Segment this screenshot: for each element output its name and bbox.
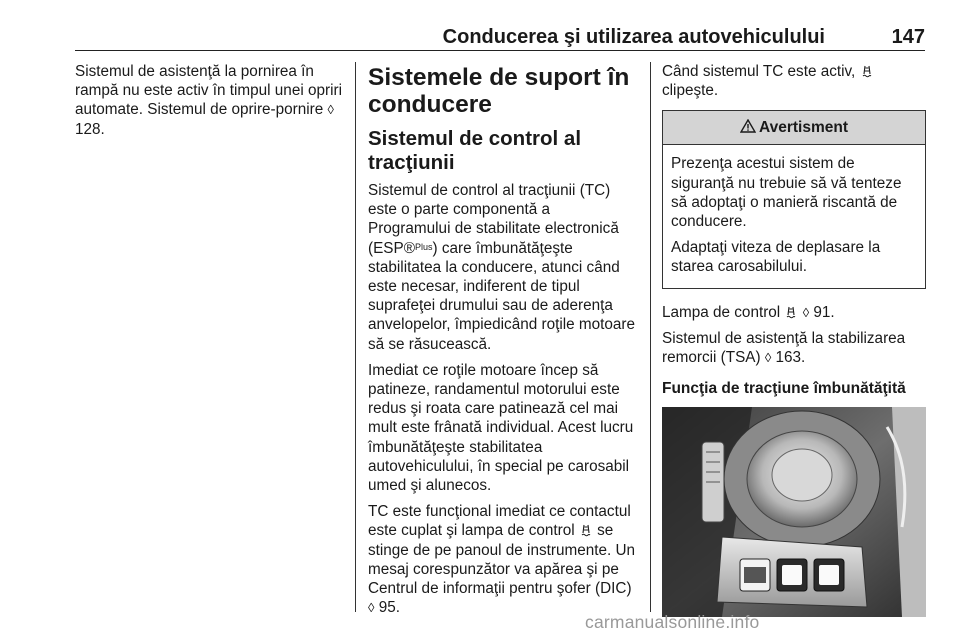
subsection-heading: Funcţia de tracţiune îmbunătăţită	[662, 380, 906, 398]
page-number: 147	[891, 26, 925, 48]
paragraph	[662, 62, 926, 100]
page-reference[interactable]: 91.	[813, 303, 835, 321]
column-right	[662, 62, 926, 617]
warning-title: Avertisment	[758, 119, 848, 137]
superscript: Plus	[414, 241, 433, 252]
traction-control-icon	[581, 524, 591, 537]
watermark: carmanualsonline.info	[585, 612, 760, 632]
paragraph-text: Lampa de control	[662, 303, 781, 321]
page-reference-arrow: ◊	[327, 102, 334, 118]
page-reference-arrow: ◊	[802, 304, 810, 320]
column-divider	[650, 62, 651, 612]
warning-text: Adaptaţi viteza de deplasare la starea carosabilului.	[671, 239, 881, 276]
paragraph-text: clipeşte.	[662, 82, 719, 100]
section-heading: Sistemele de suport în conducere	[368, 64, 630, 118]
paragraph-text: TC este funcţional imediat ce contactul este cuplat şi lampa de control	[368, 503, 631, 540]
warning-header	[663, 111, 925, 145]
paragraph	[662, 303, 926, 322]
paragraph: Imediat ce roţile motoare încep să patineze, randamentul motorului este redus şi roata care patinează cel mai mult este frânată individual. Acest lucru îmbunătăţeşte stabilitatea autovehiculului, în special pe carosabil umed şi alunecos.	[368, 361, 634, 495]
warning-text: Prezenţa acestui sistem de siguranţă nu trebuie să vă tenteze să adoptaţi o manieră riscantă de conducere.	[671, 155, 902, 231]
paragraph	[662, 329, 926, 367]
paragraph-text: ) care îmbunătăţeşte stabilitatea la conducere, atunci când este necesar, indiferent de tipul suprafeţei drumului sau de aderenţa anvelopelor, împiedicând roţile motoare să se răsucească.	[368, 239, 636, 353]
column-middle	[368, 62, 636, 624]
warning-box	[662, 110, 926, 288]
paragraph-text: Sistemul de control al tracţiunii (TC) este o parte componentă a Programului de stabilitate electronică (ESP®	[368, 182, 619, 257]
page-header	[75, 24, 925, 51]
paragraph	[75, 62, 343, 139]
page-reference-arrow: ◊	[368, 600, 375, 616]
paragraph-text: Sistemul de asistenţă la pornirea în rampă nu este activ în timpul unei opriri automate. Sistemul de oprire-pornire	[75, 63, 342, 119]
dashboard-switch-illustration	[662, 407, 926, 617]
column-divider	[355, 62, 356, 612]
dashboard-photo	[662, 407, 926, 617]
paragraph-text: Când sistemul TC este activ,	[662, 63, 856, 80]
subsection-heading: Sistemul de control al tracţiunii	[368, 127, 582, 174]
paragraph-text: se stinge de pe panoul de instrumente. Un mesaj corespunzător va apărea şi pe Centrul de informaţii pentru şofer (DIC)	[368, 522, 636, 598]
warning-body	[663, 145, 925, 287]
paragraph	[368, 181, 636, 354]
column-left	[75, 62, 343, 146]
chapter-title: Conducerea şi utilizarea autovehiculului	[442, 26, 825, 48]
warning-triangle-icon	[740, 119, 756, 133]
traction-control-icon	[786, 306, 796, 319]
page-reference-arrow: ◊	[764, 350, 772, 366]
paragraph-text: Sistemul de asistenţă la stabilizarea remorcii (TSA)	[662, 329, 906, 367]
page-reference[interactable]: 163.	[775, 349, 806, 367]
traction-control-icon	[862, 65, 872, 78]
page-reference[interactable]: 95.	[378, 599, 400, 617]
paragraph	[368, 502, 636, 617]
page-reference[interactable]: 128.	[75, 120, 105, 138]
